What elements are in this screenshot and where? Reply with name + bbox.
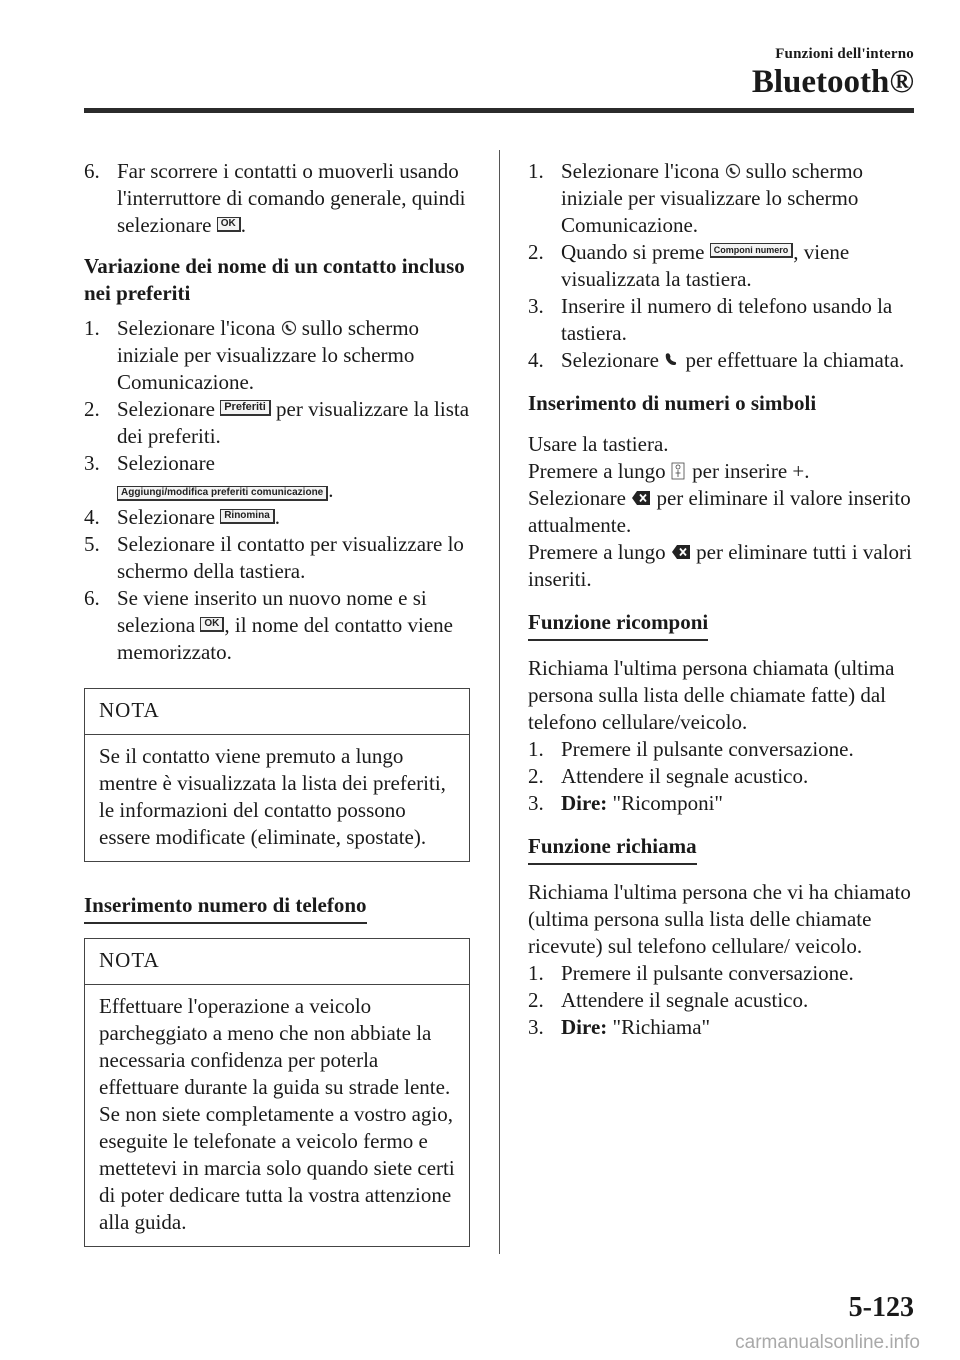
note-title: NOTA [85, 939, 469, 985]
note-body: Se il contatto viene premuto a lungo mentre è visualizzata la lista dei preferiti, le informazioni del contatto possono essere modificate (eliminate, spostate). [99, 744, 446, 849]
step-number: 1. [84, 316, 100, 340]
step-number: 1. [528, 159, 544, 183]
rename-step-2 [84, 396, 470, 450]
step-number: 3. [528, 1015, 544, 1039]
header-rule [84, 108, 914, 113]
page-title: Bluetooth® [751, 64, 914, 100]
symbols-text-end: per eliminare tutti i valori inseriti. [528, 540, 912, 591]
step-number: 2. [528, 988, 544, 1012]
dial-step-3 [528, 293, 920, 347]
call-handset-icon [664, 349, 680, 367]
step-text: Selezionare il contatto per visualizzare lo schermo della tastiera. [117, 532, 464, 583]
say-label: Dire: [561, 1015, 608, 1039]
step-text: Se viene inserito un nuovo nome e si seleziona [117, 586, 427, 637]
heading-phone-input: Inserimento numero di telefono [84, 892, 367, 924]
heading-numbers-symbols: Inserimento di numeri o simboli [528, 391, 817, 415]
step-text: Selezionare l'icona [117, 316, 281, 340]
redial-step-3 [528, 790, 920, 817]
redial-step-2 [528, 763, 920, 790]
heading-redial: Funzione ricomponi [528, 609, 708, 641]
column-divider [499, 150, 500, 1254]
callback-description: Richiama l'ultima persona che vi ha chiamato (ultima persona sulla lista delle chiamate ricevute) sul telefono cellulare/ veicolo. [528, 880, 911, 958]
step-text-end: sullo schermo iniziale per visualizzare lo schermo Comunicazione. [561, 159, 864, 237]
redial-description: Richiama l'ultima persona chiamata (ultima persona sulla lista delle chiamate fatte) dal telefono cellulare/veicolo. [528, 656, 895, 734]
note-box-safety [84, 938, 470, 1247]
step-text: Selezionare [561, 348, 665, 372]
step-text-end: , il nome del contatto viene memorizzato. [117, 613, 453, 664]
symbols-text-end: per inserire +. [686, 459, 810, 483]
heading-rename-favorite: Variazione dei nome di un contatto incluso nei preferiti [84, 254, 465, 305]
step-text: Premere il pulsante conversazione. [561, 961, 854, 985]
rename-step-3 [84, 450, 470, 504]
step-number: 4. [84, 505, 100, 529]
step-number: 3. [528, 791, 544, 815]
step-number: 1. [528, 737, 544, 761]
phone-home-icon [281, 317, 297, 335]
step-text: Premere il pulsante conversazione. [561, 737, 854, 761]
symbols-text-end: per eliminare il valore inserito attualmente. [528, 486, 911, 537]
componi-numero-button-icon: Componi numero [710, 243, 794, 258]
symbols-text: Premere a lungo [528, 540, 671, 564]
step-number: 3. [528, 294, 544, 318]
step-text-end: per visualizzare la lista dei preferiti. [117, 397, 470, 448]
step-number: 4. [528, 348, 544, 372]
backspace-icon [671, 541, 691, 559]
step-text: Selezionare [117, 505, 221, 529]
ok-button-icon: OK [217, 217, 241, 232]
right-column [528, 158, 920, 1041]
say-command: "Ricomponi" [607, 791, 723, 815]
rename-step-4 [84, 504, 470, 531]
note-body: Effettuare l'operazione a veicolo parcheggiato a meno che non abbiate la necessaria confidenza per poterla effettuare durante la guida su strade lente. Se non siete completamente a vostro agio, eseguite le telefonate a veicolo fermo e mettetevi in marcia solo quando siete certi di poter dedicare tutta la vostra attenzione alla guida. [99, 994, 455, 1234]
symbols-line-3 [528, 485, 920, 539]
symbols-text: Selezionare [528, 486, 632, 510]
heading-callback: Funzione richiama [528, 833, 697, 865]
step-number: 1. [528, 961, 544, 985]
step-text-end: . [240, 213, 246, 237]
symbols-line-2 [528, 458, 920, 485]
step-number: 2. [528, 764, 544, 788]
step-number: 2. [528, 240, 544, 264]
step-text: Quando si preme [561, 240, 710, 264]
heading-callback-wrap [528, 833, 920, 865]
rename-step-1 [84, 315, 470, 396]
page-number: 5-123 [848, 1292, 914, 1323]
note-title: NOTA [85, 689, 469, 735]
step-number: 3. [84, 451, 100, 475]
dial-step-4 [528, 347, 920, 374]
step-number: 2. [84, 397, 100, 421]
say-command: "Richiama" [607, 1015, 711, 1039]
rinomina-button-icon: Rinomina [220, 509, 275, 524]
step-number: 6. [84, 159, 100, 183]
rename-step-5 [84, 531, 470, 585]
footer-watermark: carmanualsonline.info [735, 1332, 920, 1353]
step-text: Attendere il segnale acustico. [561, 764, 809, 788]
step-text-end: . [328, 478, 334, 502]
step-text-end: , viene visualizzata la tastiera. [561, 240, 850, 291]
dial-step-1 [528, 158, 920, 239]
step-text: Selezionare l'icona [561, 159, 725, 183]
left-column [84, 158, 470, 1247]
step-text: Selezionare [117, 451, 215, 475]
step-number: 6. [84, 586, 100, 610]
step-6-scroll [84, 158, 470, 239]
callback-step-3 [528, 1014, 920, 1041]
step-text: Far scorrere i contatti o muoverli usando l'interruttore di comando generale, quindi selezionare [117, 159, 466, 237]
heading-phone-input-wrap [84, 892, 470, 924]
symbols-line-1: Usare la tastiera. [528, 432, 669, 456]
heading-redial-wrap [528, 609, 920, 641]
callback-step-1 [528, 960, 920, 987]
plus-key-icon [671, 460, 687, 478]
step-text: Inserire il numero di telefono usando la tastiera. [561, 294, 893, 345]
symbols-line-4 [528, 539, 920, 593]
step-text-end: . [274, 505, 281, 529]
step-text-end: per effettuare la chiamata. [680, 348, 905, 372]
step-number: 5. [84, 532, 100, 556]
step-text: Attendere il segnale acustico. [561, 988, 809, 1012]
add-modify-favorites-button-icon: Aggiungi/modifica preferiti comunicazione [117, 486, 328, 501]
dial-step-2 [528, 239, 920, 293]
redial-step-1 [528, 736, 920, 763]
header-section: Funzioni dell'interno [775, 46, 914, 62]
note-box-favorites [84, 688, 470, 862]
say-label: Dire: [561, 791, 608, 815]
preferiti-button-icon: Preferiti [220, 400, 271, 416]
rename-step-6 [84, 585, 470, 666]
symbols-text: Premere a lungo [528, 459, 671, 483]
phone-home-icon [725, 160, 741, 178]
step-text: Selezionare [117, 397, 221, 421]
ok-button-icon: OK [200, 617, 224, 632]
callback-step-2 [528, 987, 920, 1014]
backspace-icon [631, 487, 651, 505]
step-text-end: sullo schermo iniziale per visualizzare lo schermo Comunicazione. [117, 316, 420, 394]
